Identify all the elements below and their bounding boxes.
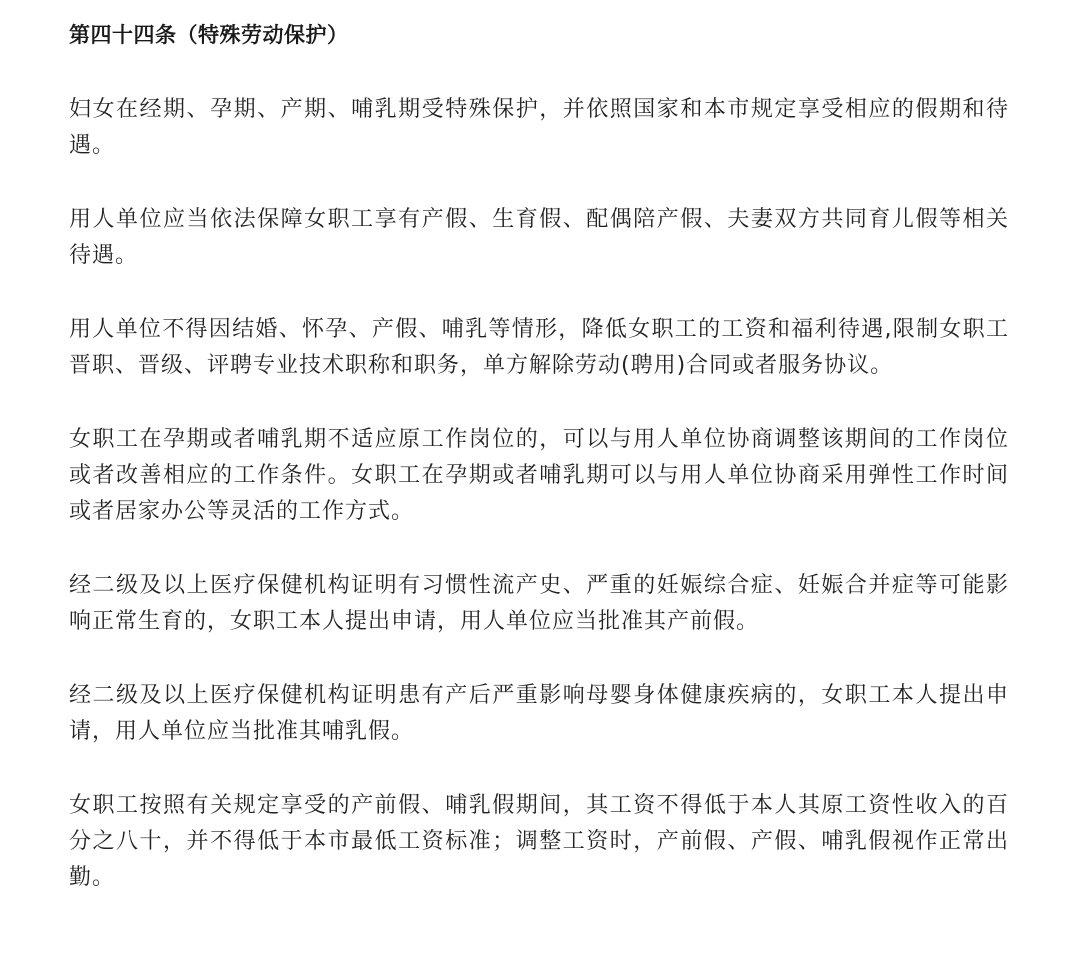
paragraph-leave-entitlements: 用人单位应当依法保障女职工享有产假、生育假、配偶陪产假、夫妻双方共同育儿假等相关待遇。 xyxy=(69,207,1009,268)
paragraph-job-adjustment: 女职工在孕期或者哺乳期不适应原工作岗位的，可以与用人单位协商调整该期间的工作岗位或者改善相应的工作条件。女职工在孕期或者哺乳期可以与用人单位协商采用弹性工作时间或者居家办公等灵活的工作方式。 xyxy=(69,427,1009,524)
paragraph-leave-wages: 女职工按照有关规定享受的产前假、哺乳假期间，其工资不得低于本人其原工资性收入的百分之八十，并不得低于本市最低工资标准；调整工资时，产前假、产假、哺乳假视作正常出勤。 xyxy=(69,793,1009,890)
paragraph-nursing-leave: 经二级及以上医疗保健机构证明患有产后严重影响母婴身体健康疾病的，女职工本人提出申请，用人单位应当批准其哺乳假。 xyxy=(69,683,1009,744)
article-title: 第四十四条（特殊劳动保护） xyxy=(69,23,349,47)
paragraph-special-protection: 妇女在经期、孕期、产期、哺乳期受特殊保护，并依照国家和本市规定享受相应的假期和待遇。 xyxy=(69,97,1009,158)
article xyxy=(69,16,1009,896)
paragraph-prenatal-leave: 经二级及以上医疗保健机构证明有习惯性流产史、严重的妊娠综合症、妊娠合并症等可能影响正常生育的，女职工本人提出申请，用人单位应当批准其产前假。 xyxy=(69,573,1009,634)
paragraph-no-discrimination: 用人单位不得因结婚、怀孕、产假、哺乳等情形，降低女职工的工资和福利待遇,限制女职工晋职、晋级、评聘专业技术职称和职务，单方解除劳动(聘用)合同或者服务协议。 xyxy=(69,317,1009,378)
